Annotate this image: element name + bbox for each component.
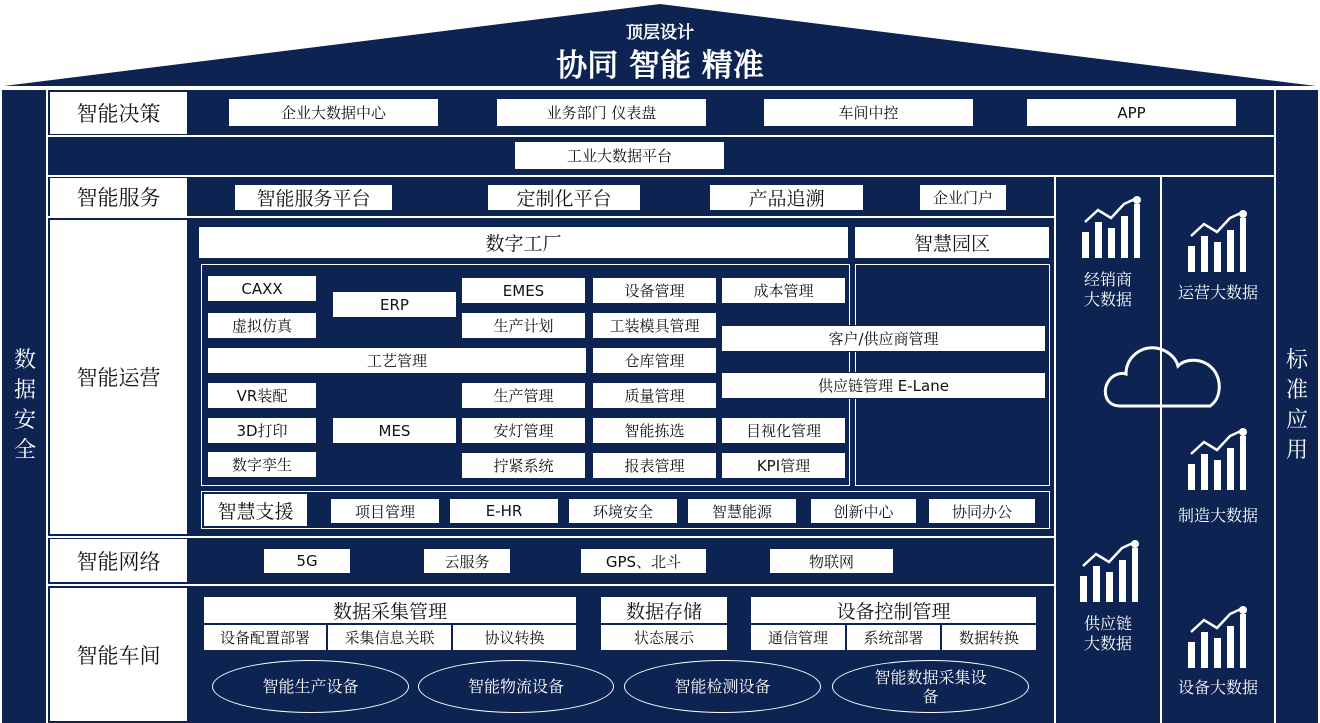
side-label-dealer: 经销商 大数据 <box>1083 270 1132 309</box>
support-label: 智慧支援 <box>203 493 308 527</box>
service-item: 产品追溯 <box>709 184 864 211</box>
collect-item: 采集信息关联 <box>327 624 452 651</box>
service-item: 定制化平台 <box>487 184 641 211</box>
side-label-manufacturing: 制造大数据 <box>1177 506 1258 525</box>
module-emes: EMES <box>461 277 586 304</box>
divider <box>46 90 48 723</box>
service-item: 企业门户 <box>919 184 1007 211</box>
module-vr: VR装配 <box>207 382 317 409</box>
side-label-supplychain: 供应链 大数据 <box>1083 614 1132 653</box>
cloud-icon <box>1100 340 1228 412</box>
support-item: 环境安全 <box>568 498 678 524</box>
module-customer: 客户/供应商管理 <box>721 325 1046 352</box>
divider <box>48 584 1054 586</box>
module-andon: 安灯管理 <box>461 417 586 444</box>
roof-title: 协同 智能 精准 <box>556 48 764 84</box>
support-item: 协同办公 <box>928 498 1036 524</box>
support-item: 项目管理 <box>330 498 440 524</box>
device-ellipse: 智能物流设备 <box>418 660 614 713</box>
control-title: 设备控制管理 <box>750 596 1037 624</box>
divider <box>1274 90 1276 723</box>
module-sorting: 智能拣选 <box>592 417 717 444</box>
network-label: 智能网络 <box>50 539 187 582</box>
module-equip: 设备管理 <box>592 277 717 304</box>
module-tighten: 拧紧系统 <box>461 452 586 479</box>
divider <box>1054 175 1162 177</box>
support-item: 智慧能源 <box>687 498 797 524</box>
network-item: 云服务 <box>423 548 511 574</box>
operation-label: 智能运营 <box>50 220 187 534</box>
decision-item: APP <box>1026 98 1237 127</box>
bar-chart-icon <box>1078 540 1140 604</box>
workshop-label: 智能车间 <box>50 588 187 721</box>
service-item: 智能服务平台 <box>234 184 393 211</box>
divider <box>48 135 1274 137</box>
bar-chart-icon <box>1186 428 1248 492</box>
module-twin: 数字孪生 <box>207 451 317 478</box>
decision-item: 企业大数据中心 <box>228 98 439 127</box>
module-plan: 生产计划 <box>461 312 586 339</box>
module-warehouse: 仓库管理 <box>592 347 717 374</box>
service-label: 智能服务 <box>50 178 187 216</box>
right-pillar-label: 标准应用 <box>1285 348 1308 463</box>
module-3dprint: 3D打印 <box>207 417 317 444</box>
support-item: E-HR <box>449 498 559 524</box>
module-virtual: 虚拟仿真 <box>207 312 317 339</box>
network-item: GPS、北斗 <box>580 548 707 574</box>
module-supply: 供应链管理 E-Lane <box>721 372 1046 399</box>
module-caxx: CAXX <box>207 275 317 302</box>
bar-chart-icon <box>1186 606 1248 670</box>
module-report: 报表管理 <box>592 452 717 479</box>
device-ellipse-label: 智能数据采集设备 <box>874 667 987 706</box>
module-prodmgmt: 生产管理 <box>461 382 586 409</box>
side-label-equipment: 设备大数据 <box>1177 678 1258 697</box>
collect-item: 设备配置部署 <box>203 624 327 651</box>
side-label-operation: 运营大数据 <box>1177 283 1258 302</box>
control-item: 数据转换 <box>941 624 1037 651</box>
park-header: 智慧园区 <box>854 226 1050 259</box>
module-mes: MES <box>332 417 457 444</box>
divider <box>48 216 1054 218</box>
support-item: 创新中心 <box>810 498 917 524</box>
module-cost: 成本管理 <box>721 277 846 304</box>
left-pillar-label: 数据安全 <box>13 348 36 463</box>
control-item: 系统部署 <box>846 624 941 651</box>
device-ellipse: 智能检测设备 <box>624 660 821 713</box>
decision-item: 车间中控 <box>763 98 974 127</box>
divider <box>1160 175 1162 723</box>
module-kpi: KPI管理 <box>721 452 846 479</box>
roof-subtitle: 顶层设计 <box>626 23 694 43</box>
factory-header: 数字工厂 <box>198 226 849 259</box>
decision-item: 业务部门 仪表盘 <box>496 98 707 127</box>
network-item: 5G <box>263 548 351 574</box>
device-ellipse: 智能生产设备 <box>212 660 409 713</box>
module-process: 工艺管理 <box>207 347 587 374</box>
collect-item: 协议转换 <box>452 624 577 651</box>
module-visual: 目视化管理 <box>721 417 846 444</box>
platform-box: 工业大数据平台 <box>514 141 725 170</box>
module-erp: ERP <box>332 291 457 318</box>
device-ellipse <box>832 660 1029 713</box>
collect-title: 数据采集管理 <box>203 596 577 624</box>
control-item: 通信管理 <box>750 624 846 651</box>
module-tooling: 工装模具管理 <box>592 312 717 339</box>
divider <box>48 536 1054 538</box>
bar-chart-icon <box>1080 196 1142 260</box>
storage-item: 状态展示 <box>600 624 728 651</box>
bar-chart-icon <box>1186 210 1248 274</box>
decision-label: 智能决策 <box>50 92 187 134</box>
network-item: 物联网 <box>769 548 894 574</box>
storage-title: 数据存储 <box>600 596 728 624</box>
module-quality: 质量管理 <box>592 382 717 409</box>
